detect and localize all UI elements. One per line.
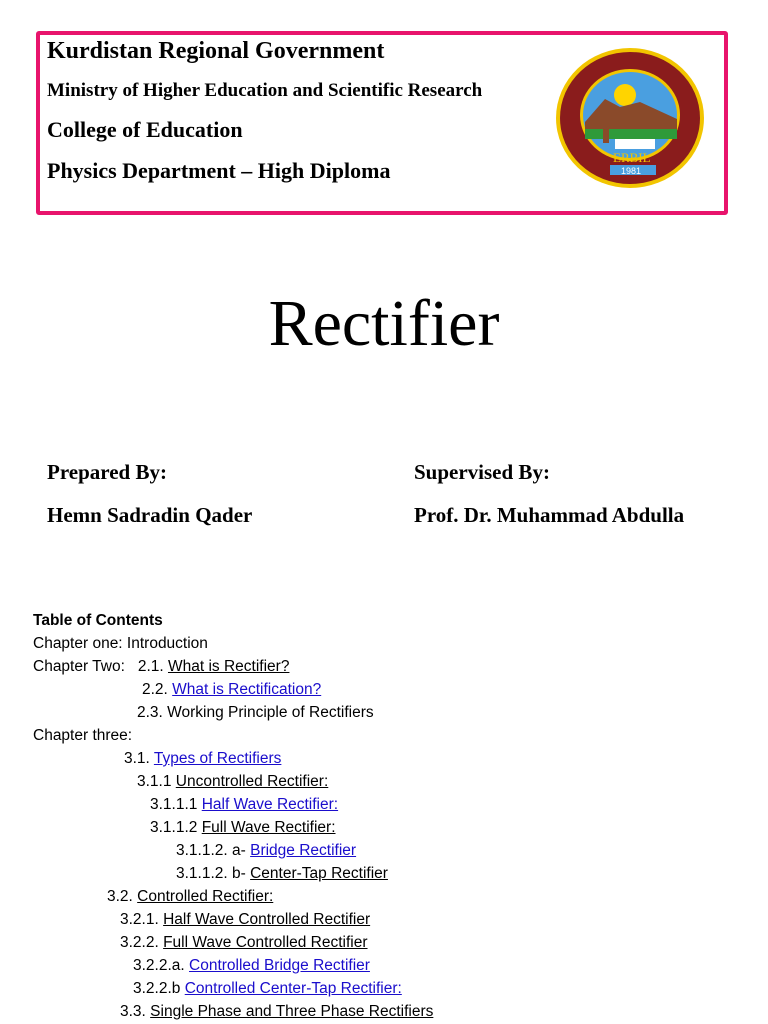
supervised-name: Prof. Dr. Muhammad Abdulla: [414, 503, 685, 527]
toc-entry-number: Chapter Two: 2.1.: [33, 658, 168, 675]
toc-entry-number: 3.2.1.: [120, 911, 164, 928]
toc-entry: [33, 634, 208, 654]
logo-year: 1981: [621, 166, 642, 176]
toc-entry-link[interactable]: Controlled Bridge Rectifier: [189, 957, 370, 974]
toc-entry: [137, 703, 374, 723]
toc-entry-number: 3.1.: [124, 750, 154, 767]
toc-entry: [120, 910, 370, 930]
toc-entry: [107, 887, 273, 907]
university-logo: [555, 47, 705, 189]
toc-entry: [33, 657, 289, 677]
logo-text: ERBIL: [613, 150, 651, 165]
header-government: Kurdistan Regional Government: [47, 38, 385, 64]
toc-entry-link[interactable]: Controlled Center-Tap Rectifier:: [184, 980, 402, 997]
header-ministry: Ministry of Higher Education and Scientific Research: [47, 80, 483, 101]
prepared-name: Hemn Sadradin Qader: [47, 503, 253, 527]
toc-entry: [120, 933, 368, 953]
toc-entry-number: 3.1.1: [137, 773, 176, 790]
toc-entry: [176, 864, 388, 884]
toc-entry: [150, 795, 338, 815]
toc-entry-link[interactable]: Uncontrolled Rectifier:: [175, 773, 329, 790]
toc-entry: [133, 956, 370, 976]
toc-entry-number: 3.2.2.a.: [133, 957, 190, 974]
toc-entry-number: 3.1.1.1: [150, 796, 202, 813]
toc-entry-number: 2.2.: [142, 681, 173, 698]
header-college: College of Education: [47, 117, 243, 142]
toc-entry: [133, 979, 402, 999]
toc-entry-link[interactable]: Half Wave Rectifier:: [201, 796, 339, 813]
toc-entry-link[interactable]: Types of Rectifiers: [153, 750, 282, 767]
toc-entry-link[interactable]: Controlled Rectifier:: [137, 888, 274, 905]
document-title: Rectifier: [268, 287, 500, 360]
toc-entry-number: 2.3. Working Principle of Rectifiers: [137, 704, 374, 721]
toc-entry-number: 3.1.1.2. b-: [176, 865, 251, 882]
toc-entry-number: 3.1.1.2: [150, 819, 202, 836]
toc-entry-number: 3.3.: [120, 1003, 151, 1020]
toc-entry: [176, 841, 356, 861]
toc-entry: [150, 818, 336, 838]
toc-entry-link[interactable]: What is Rectifier?: [167, 658, 290, 675]
toc-entry-link[interactable]: Center-Tap Rectifier: [250, 865, 388, 882]
toc-entry: [142, 680, 321, 700]
toc-entry-link[interactable]: What is Rectification?: [172, 681, 322, 698]
prepared-label: Prepared By:: [47, 460, 167, 484]
toc-entry: [124, 749, 281, 769]
toc-entry: [137, 772, 328, 792]
toc-entry-link[interactable]: Bridge Rectifier: [250, 842, 357, 859]
toc-entry-number: 3.2.2.: [120, 934, 164, 951]
toc-entry-link[interactable]: Single Phase and Three Phase Rectifiers: [150, 1003, 434, 1020]
toc-heading: Table of Contents: [33, 612, 163, 629]
toc-entry-number: Chapter one: Introduction: [33, 635, 208, 652]
toc-entry-link[interactable]: Full Wave Rectifier:: [201, 819, 336, 836]
header-department: Physics Department – High Diploma: [47, 158, 391, 183]
supervised-label: Supervised By:: [414, 460, 550, 484]
toc-entry-number: Chapter three:: [33, 727, 133, 744]
toc-entry-number: 3.2.2.b: [133, 980, 185, 997]
toc-entry-number: 3.1.1.2. a-: [176, 842, 251, 859]
toc-entry: [33, 726, 132, 746]
toc-entry: [120, 1002, 433, 1022]
toc-entry-link[interactable]: Half Wave Controlled Rectifier: [163, 911, 371, 928]
toc-entry-link[interactable]: Full Wave Controlled Rectifier: [163, 934, 368, 951]
toc-entry-number: 3.2.: [107, 888, 138, 905]
